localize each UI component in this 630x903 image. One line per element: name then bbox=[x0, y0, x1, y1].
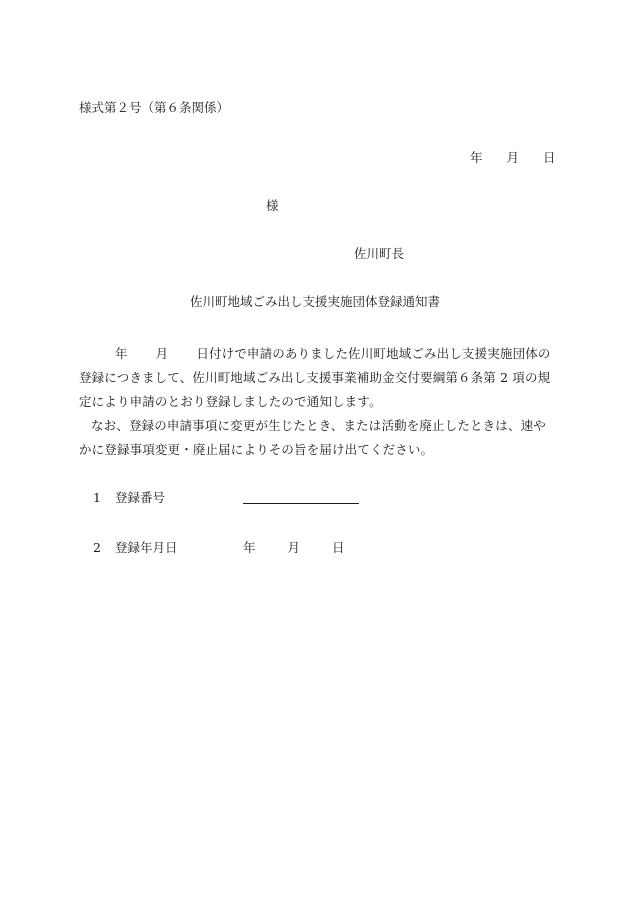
registration-date-month: 月 bbox=[287, 540, 301, 555]
sender: 佐川町長 bbox=[354, 246, 405, 261]
issue-date-day: 日 bbox=[543, 150, 556, 165]
item-number: 2 bbox=[93, 540, 101, 555]
item-label: 登録番号 bbox=[115, 490, 166, 505]
issue-date-year: 年 bbox=[470, 150, 483, 165]
application-year: 年 bbox=[115, 346, 128, 361]
registration-date-year: 年 bbox=[243, 540, 256, 555]
item-registration-date bbox=[93, 538, 178, 556]
item-registration-number bbox=[93, 488, 165, 506]
item-number: 1 bbox=[93, 490, 101, 505]
registration-date bbox=[243, 538, 345, 556]
application-month: 月 bbox=[155, 346, 169, 361]
paragraph-notice bbox=[79, 342, 553, 414]
issue-date-month: 月 bbox=[506, 150, 520, 165]
item-label: 登録年月日 bbox=[115, 540, 178, 555]
addressee: 様 bbox=[266, 198, 279, 213]
document-title: 佐川町地域ごみ出し支援実施団体登録通知書 bbox=[189, 294, 440, 309]
registration-number-line bbox=[243, 503, 359, 504]
body-text bbox=[79, 342, 553, 462]
paragraph-notice-text: 日付けで申請のありました佐川町地域ごみ出し支援実施団体の登録につきまして、佐川町地域ごみ出し支援事業補助金交付要綱第６条第 2 項の規定により申請のとおり登録しましたので通知します。 bbox=[79, 346, 551, 409]
registration-date-day: 日 bbox=[332, 540, 345, 555]
issue-date bbox=[470, 148, 556, 166]
paragraph-change-notice: なお、登録の申請事項に変更が生じたとき、または活動を廃止したときは、速やかに登録事項変更・廃止届によりその旨を届け出てください。 bbox=[79, 418, 546, 457]
form-number: 様式第２号（第６条関係） bbox=[79, 100, 230, 115]
